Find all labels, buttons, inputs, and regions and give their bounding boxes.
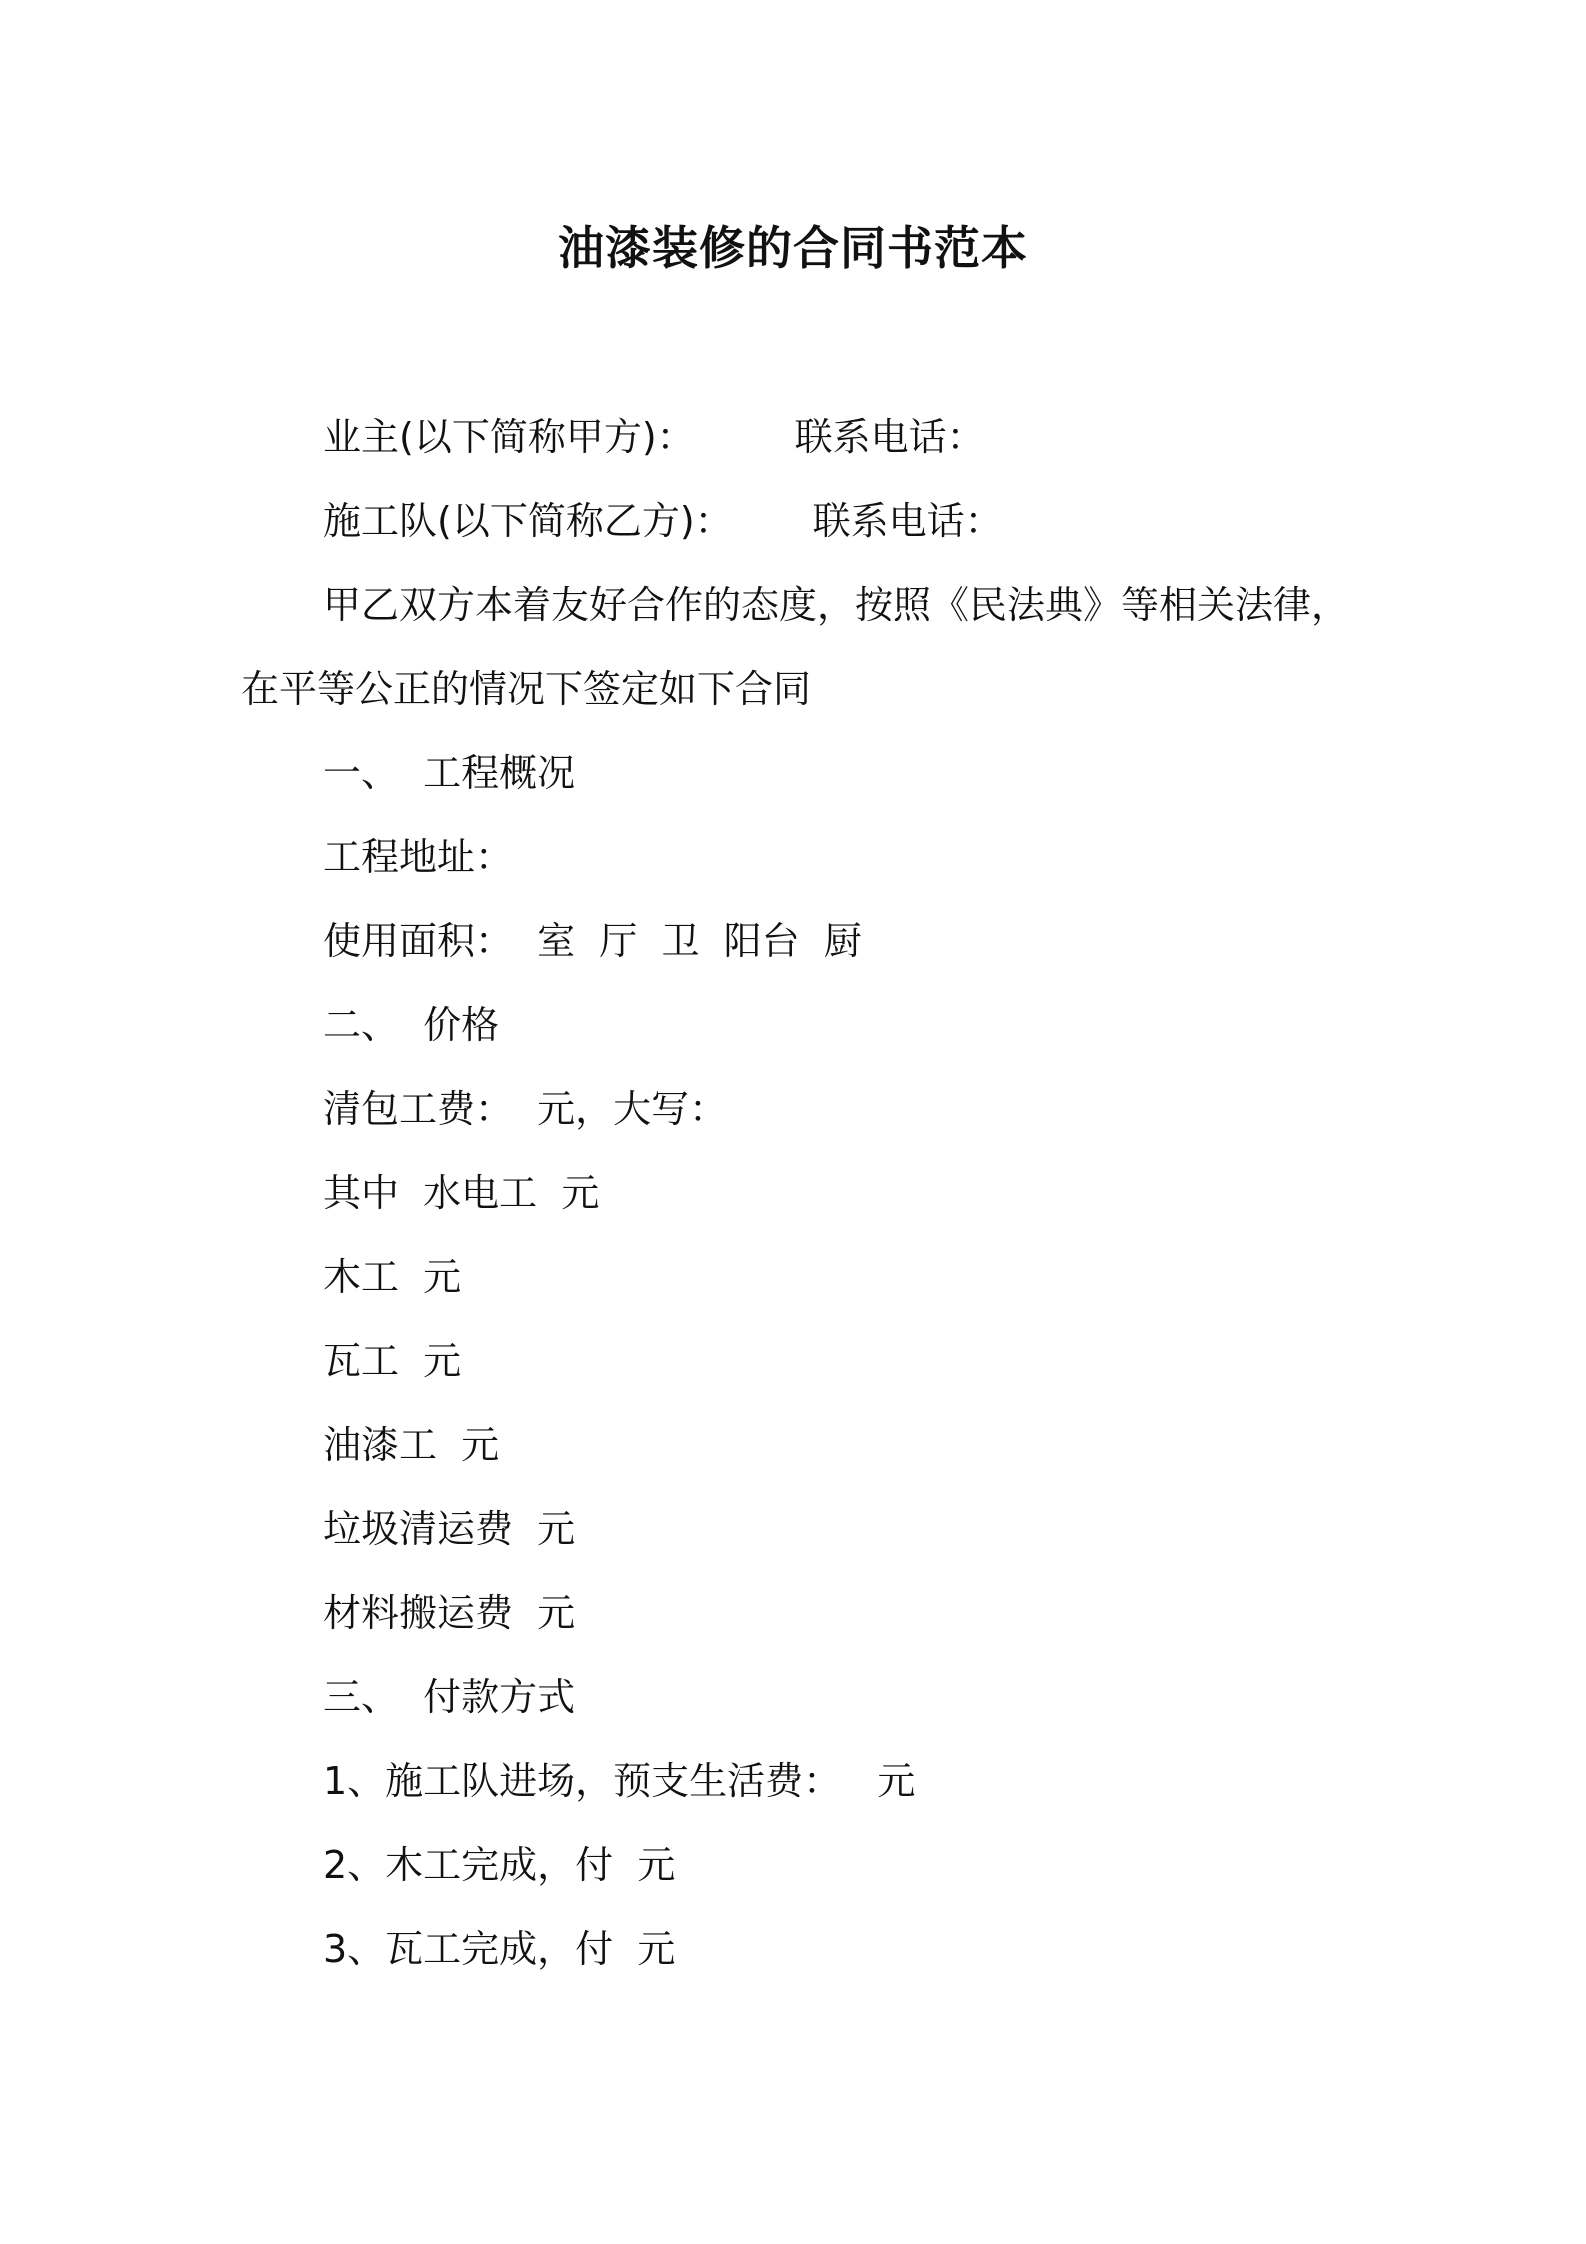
preamble-line-2: 在平等公正的情况下签定如下合同 xyxy=(241,667,812,711)
section-2-heading: 二、 价格 xyxy=(323,1003,500,1047)
labor-fee: 清包工费： 元，大写： xyxy=(323,1087,728,1131)
section-1-heading: 一、 工程概况 xyxy=(323,751,576,795)
price-item: 木工 元 xyxy=(323,1255,462,1299)
party-a-phone-label: 联系电话： xyxy=(794,415,985,459)
payment-item: 3、瓦工完成，付 元 xyxy=(323,1927,676,1971)
project-address: 工程地址： xyxy=(323,835,514,879)
price-item: 垃圾清运费 元 xyxy=(323,1507,576,1551)
party-a-label: 业主(以下简称甲方)： xyxy=(323,415,695,459)
document-title: 油漆装修的合同书范本 xyxy=(558,221,1028,275)
party-a-line xyxy=(323,412,985,462)
section-3-heading: 三、 付款方式 xyxy=(323,1675,576,1719)
price-item: 其中 水电工 元 xyxy=(323,1171,600,1215)
price-item: 油漆工 元 xyxy=(323,1423,500,1467)
preamble-line-1: 甲乙双方本着友好合作的态度，按照《民法典》等相关法律， xyxy=(323,583,1350,627)
payment-item: 1、施工队进场，预支生活费： 元 xyxy=(323,1759,916,1803)
usable-area: 使用面积： 室 厅 卫 阳台 厨 xyxy=(323,919,862,963)
party-b-line xyxy=(323,496,1003,546)
price-item: 瓦工 元 xyxy=(323,1339,462,1383)
party-b-phone-label: 联系电话： xyxy=(812,499,1003,543)
party-b-label: 施工队(以下简称乙方)： xyxy=(323,499,733,543)
price-item: 材料搬运费 元 xyxy=(323,1591,576,1635)
payment-item: 2、木工完成，付 元 xyxy=(323,1843,676,1887)
